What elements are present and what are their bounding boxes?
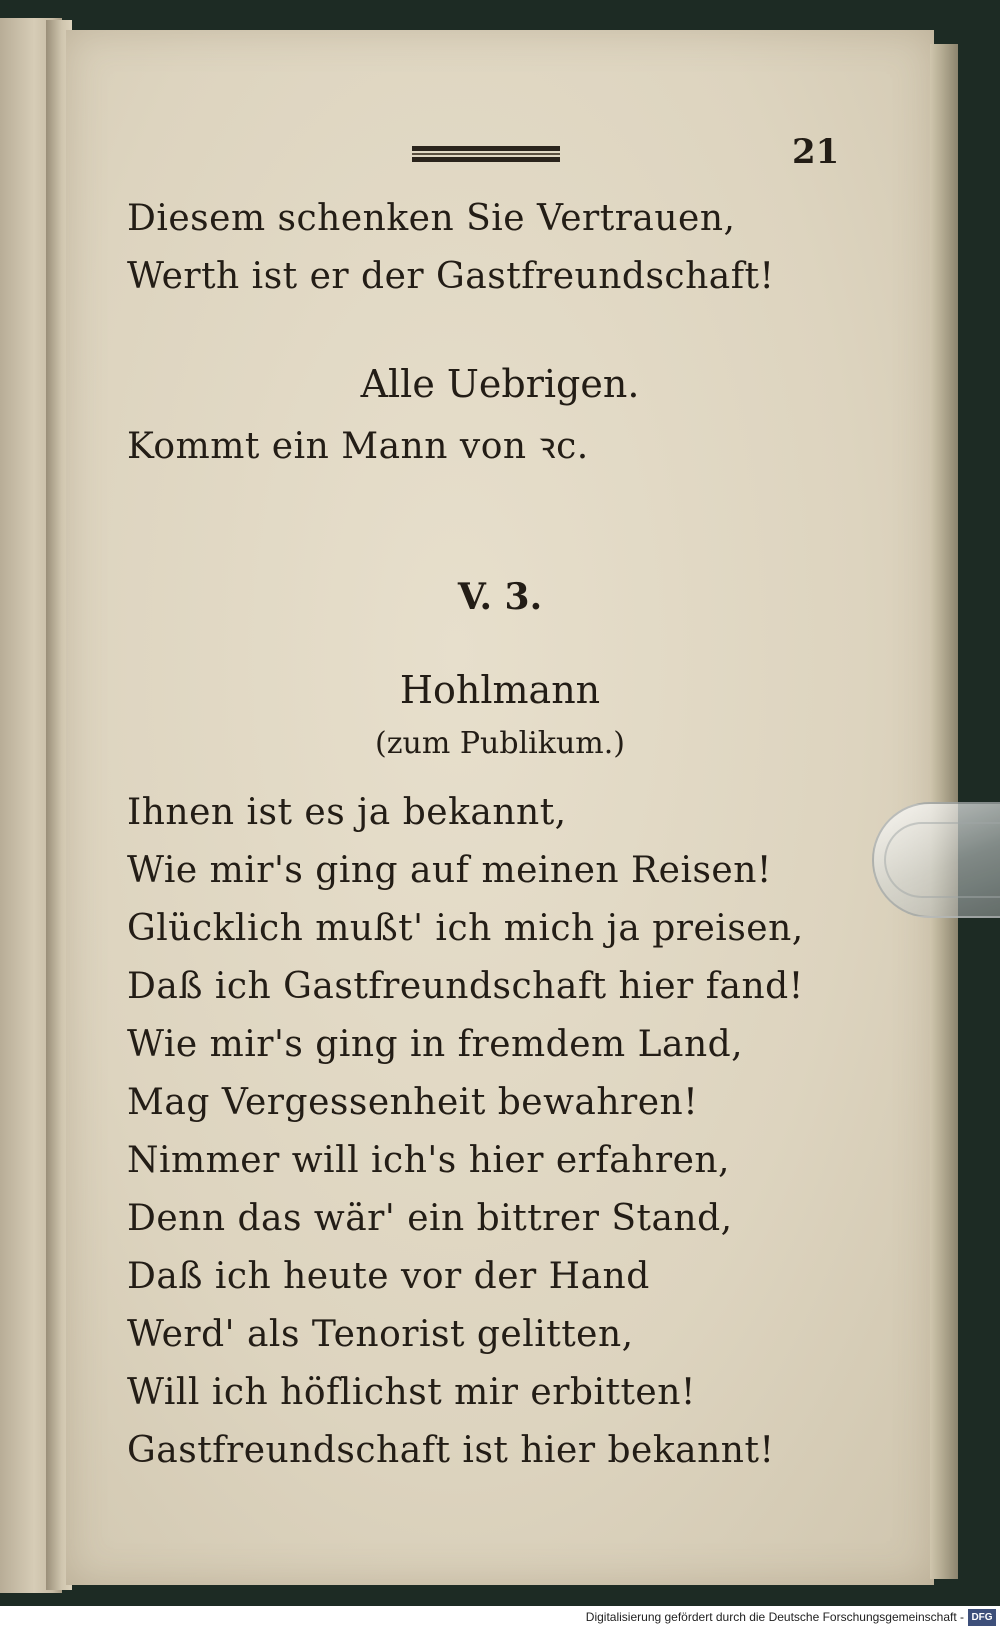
header-rule: [412, 146, 560, 162]
verse-line: Gastfreundschaft ist hier bekannt!: [127, 1430, 775, 1471]
dfg-logo-icon: DFG: [968, 1609, 996, 1626]
digitization-footer: [0, 1606, 1000, 1631]
verse-line: Daß ich heute vor der Hand: [127, 1256, 650, 1297]
verse-line: Daß ich Gastfreundschaft hier fand!: [127, 966, 804, 1007]
verse-line: Mag Vergessenheit bewahren!: [127, 1082, 699, 1123]
page-number: 21: [792, 132, 840, 172]
verse-line: Diesem schenken Sie Vertrauen,: [127, 198, 736, 239]
verse-line: Will ich höflichst mir erbitten!: [127, 1372, 696, 1413]
verse-line: Wie mir's ging auf meinen Reisen!: [127, 850, 772, 891]
verse-line: Wie mir's ging in fremdem Land,: [127, 1024, 744, 1065]
speaker-heading: Hohlmann: [399, 668, 601, 712]
verse-line: Nimmer will ich's hier erfahren,: [127, 1140, 731, 1181]
chorus-line: Kommt ein Mann von ꝛc.: [127, 426, 589, 467]
verse-line: Glücklich mußt' ich mich ja preisen,: [127, 908, 804, 949]
verse-line: Denn das wär' ein bittrer Stand,: [127, 1198, 733, 1239]
footer-credit: Digitalisierung gefördert durch die Deutsche Forschungsgemeinschaft -: [585, 1610, 964, 1624]
speaker-heading: Alle Uebrigen.: [360, 362, 640, 406]
verse-line: Werth ist er der Gastfreundschaft!: [127, 256, 775, 297]
scene-heading: V. 3.: [457, 576, 543, 618]
stage-direction: (zum Publikum.): [375, 726, 625, 761]
verse-line: Werd' als Tenorist gelitten,: [127, 1314, 634, 1355]
verse-line: Ihnen ist es ja bekannt,: [127, 792, 567, 833]
